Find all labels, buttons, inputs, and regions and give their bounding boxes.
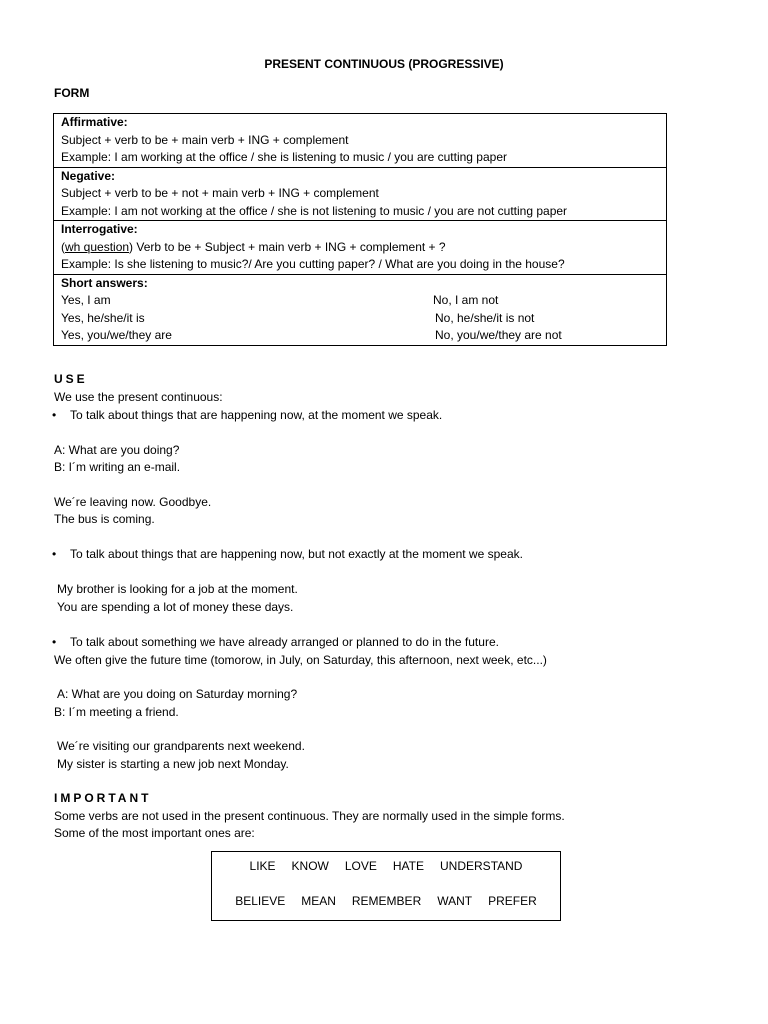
stative-verbs-box [211,851,561,921]
short-answer-pair [61,327,666,345]
example-line: We´re visiting our grandparents next weekend. [57,739,305,753]
short-answer-yes: Yes, you/we/they are [61,328,172,342]
verb-item: KNOW [291,859,329,873]
important-heading: IMPORTANT [54,791,152,805]
important-text: Some of the most important ones are: [54,826,255,840]
rule-open-paren: ( [61,239,65,254]
short-answer-yes: Yes, he/she/it is [61,310,145,325]
verb-item: WANT [437,894,473,908]
interrogative-heading: Interrogative: [61,222,138,236]
form-heading: FORM [54,86,90,100]
affirmative-heading: Affirmative: [61,115,128,129]
example-line: My sister is starting a new job next Monday. [57,757,289,771]
form-table [53,113,667,346]
example-line: A: What are you doing? [54,443,180,457]
example-line: B: I´m writing an e-mail. [54,460,181,474]
negative-row [54,167,666,221]
verb-item: MEAN [301,894,336,908]
wh-question-text: wh question [65,239,130,254]
important-text: Some verbs are not used in the present continuous. They are normally used in the simple forms. [54,809,565,823]
bullet-text: To talk about things that are happening now, at the moment we speak. [70,408,443,422]
verbs-row [212,858,560,876]
affirmative-rule: Subject + verb to be + main verb + ING + complement [61,132,349,147]
example-line: B: I´m meeting a friend. [54,705,179,719]
interrogative-example: Example: Is she listening to music?/ Are you cutting paper? / What are you doing in the house? [61,257,565,271]
use-bullet-3 [52,634,499,652]
short-answer-no: No, I am not [433,293,499,307]
short-answer-no: No, he/she/it is not [435,310,535,325]
use-bullet-1 [52,407,442,425]
affirmative-example: Example: I am working at the office / she is listening to music / you are cutting paper [61,150,507,164]
example-line: You are spending a lot of money these days. [57,600,294,614]
example-line: We´re leaving now. Goodbye. [54,495,212,509]
use-bullet-2 [52,546,523,564]
negative-heading: Negative: [61,168,116,183]
negative-example: Example: I am not working at the office / she is not listening to music / you are not cutting paper [61,203,568,218]
short-answer-no: No, you/we/they are not [435,328,562,342]
use-intro: We use the present continuous: [54,390,223,404]
bullet-text: To talk about something we have already arranged or planned to do in the future. [70,635,499,649]
rule-rest: ) Verb to be + Subject + main verb + ING + complement + ? [129,239,446,254]
example-line: My brother is looking for a job at the moment. [57,582,298,596]
example-line: A: What are you doing on Saturday morning? [57,687,298,701]
verb-item: REMEMBER [351,894,422,908]
page-title: PRESENT CONTINUOUS (PROGRESSIVE) [264,57,504,71]
short-answers-heading: Short answers: [61,275,148,290]
bullet-icon: • [52,635,57,649]
verb-item: BELIEVE [235,894,286,908]
use-heading: USE [54,372,88,386]
interrogative-rule [61,239,666,257]
future-time-note: We often give the future time (tomorow, in July, on Saturday, this afternoon, next week, etc...) [54,653,547,667]
negative-rule: Subject + verb to be + not + main verb + ING + complement [61,186,379,200]
verb-item: UNDERSTAND [440,859,523,873]
affirmative-row [54,114,666,167]
short-answer-pair [61,310,666,328]
verbs-row [212,893,560,911]
bullet-icon: • [52,547,57,561]
short-answers-row [54,274,666,345]
verb-item: PREFER [488,894,537,908]
interrogative-row [54,220,666,274]
bullet-icon: • [52,408,57,422]
verb-item: LIKE [249,859,276,873]
example-line: The bus is coming. [54,512,155,526]
short-answer-pair [61,292,666,310]
verb-item: LOVE [344,859,377,873]
short-answer-yes: Yes, I am [61,293,111,307]
verb-item: HATE [392,859,425,873]
bullet-text: To talk about things that are happening now, but not exactly at the moment we speak. [70,547,523,561]
